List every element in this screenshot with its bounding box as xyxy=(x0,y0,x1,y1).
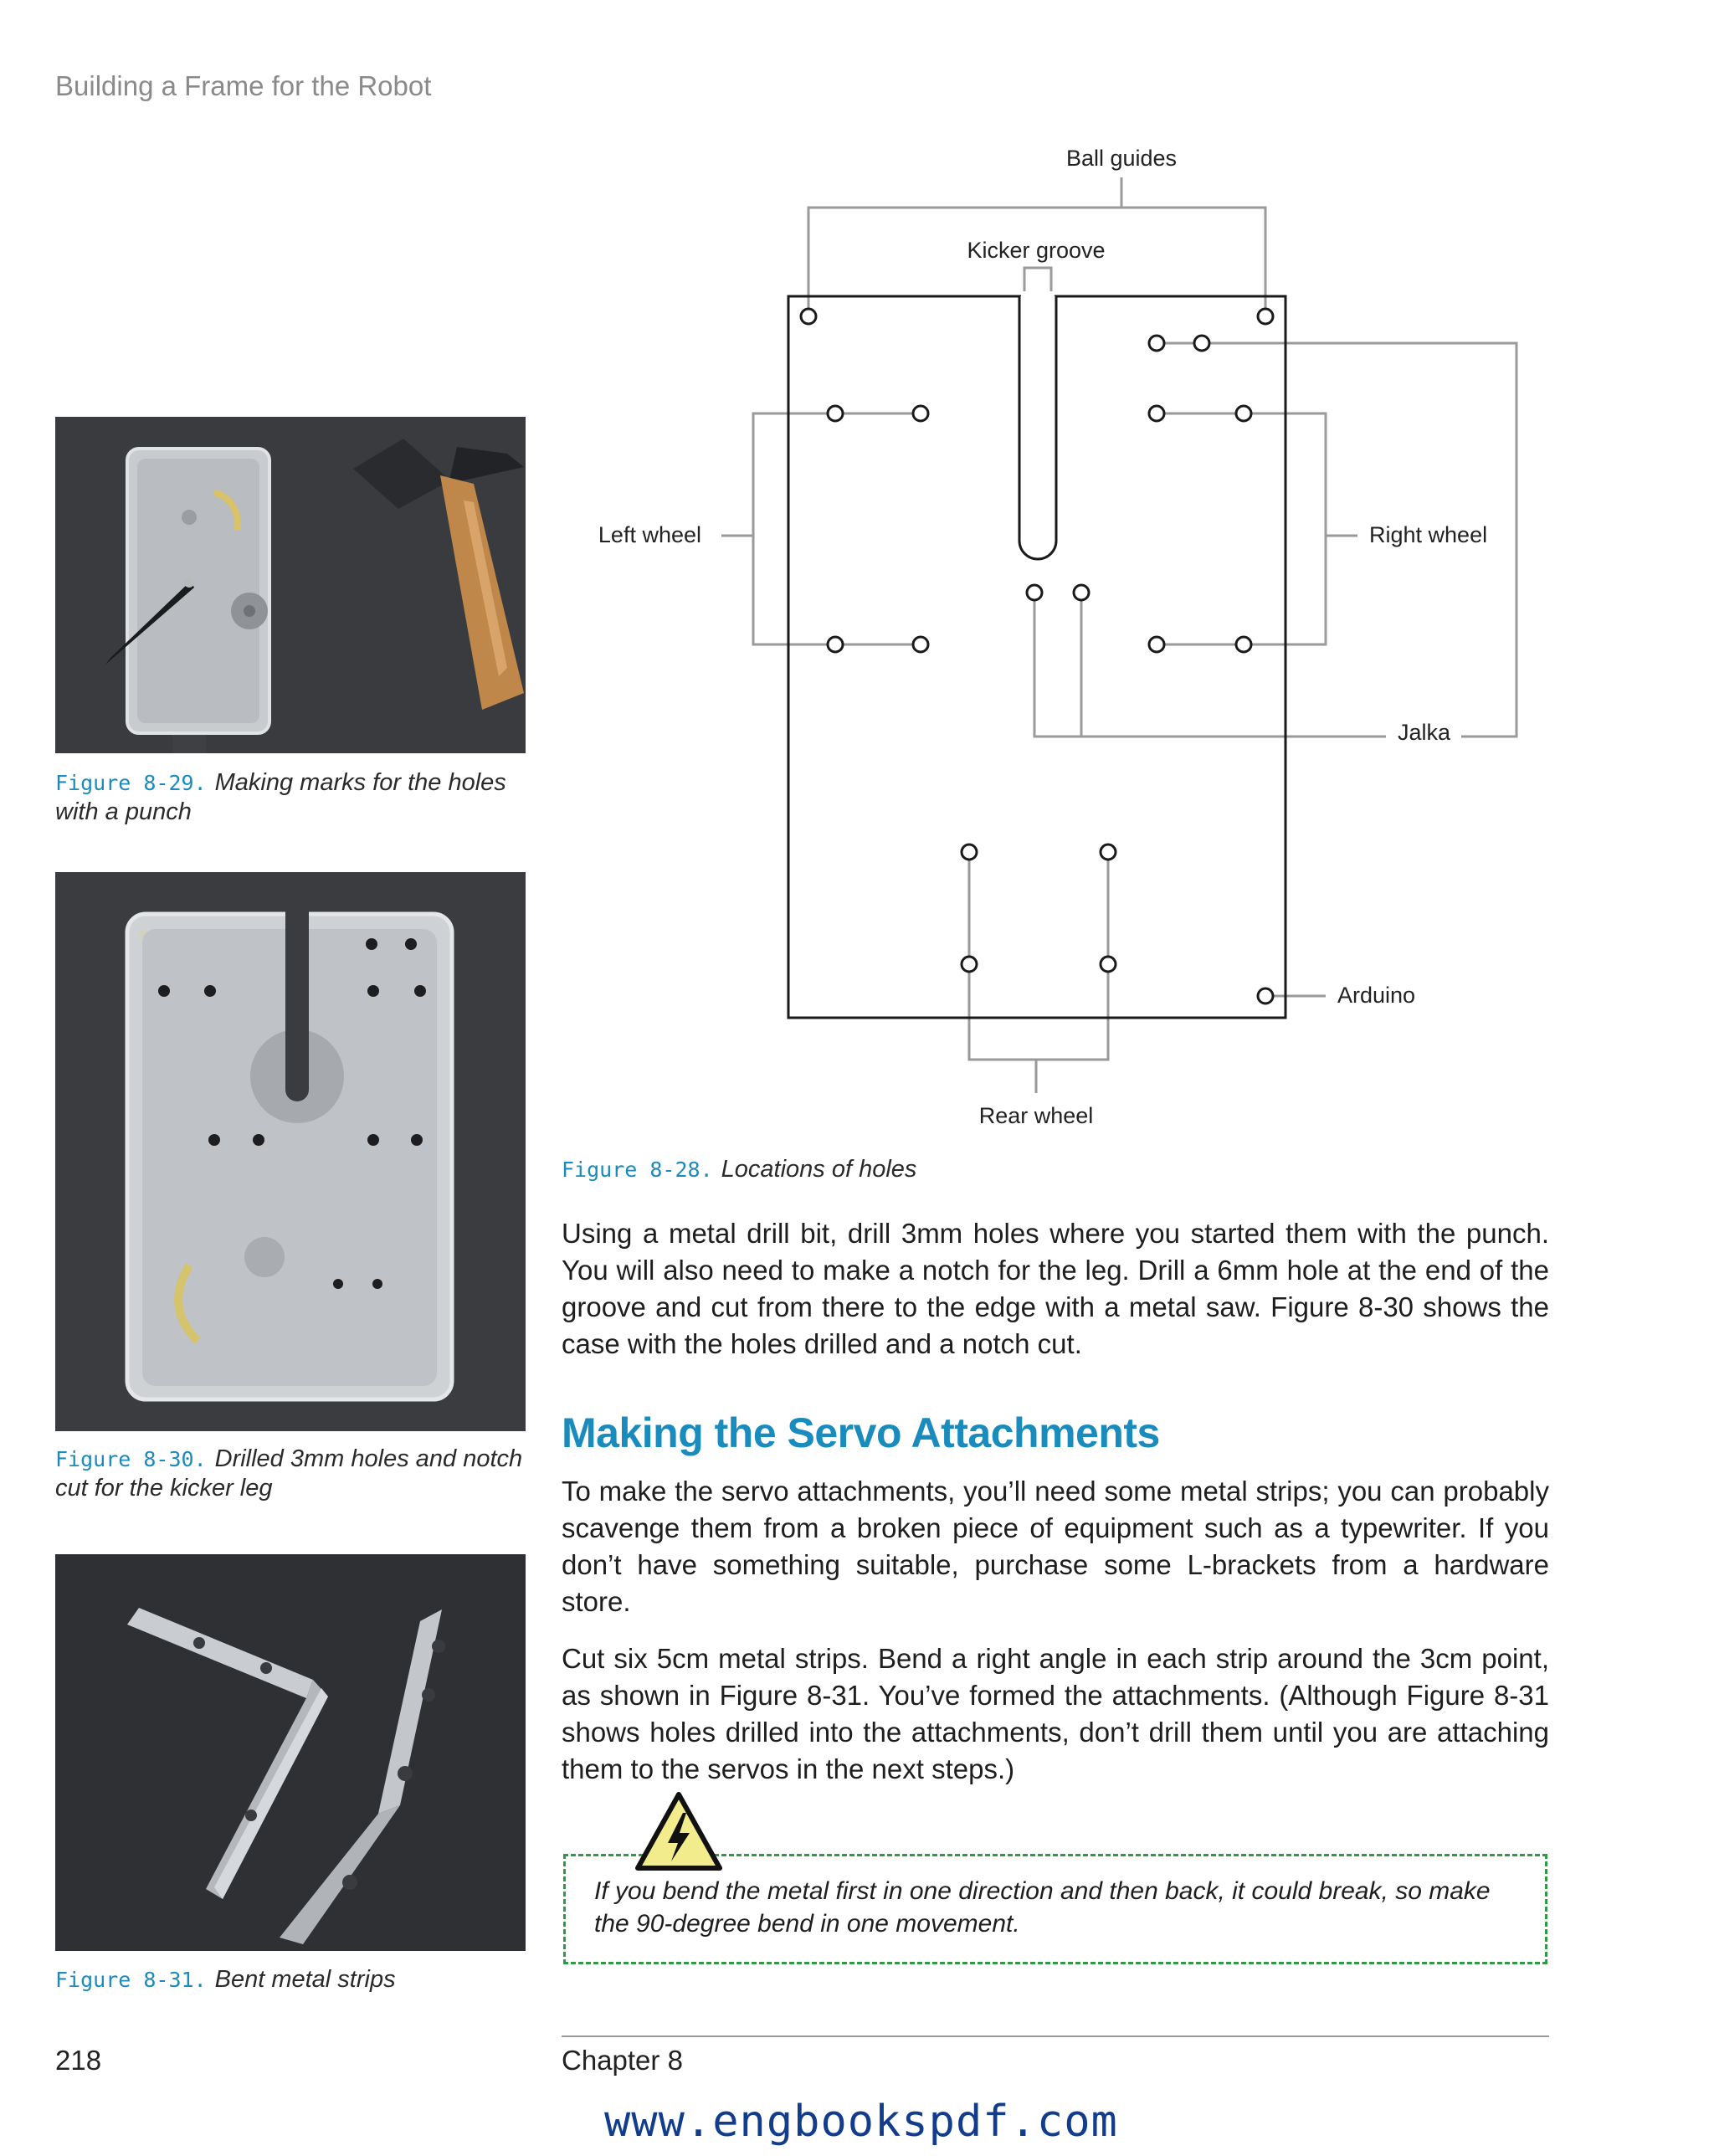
figure-caption-text: Making marks for the holes with a punch xyxy=(55,769,506,825)
figure-label: Figure 8-30. xyxy=(55,1447,207,1471)
rear-wheel-label: Rear wheel xyxy=(978,1103,1094,1128)
body-paragraph-3: Cut six 5cm metal strips. Bend a right angle in each strip around the 3cm point, as shown in Figure 8-31. You’ve formed the attachments. (Although Figure 8-31 shows holes drilled into the attachments, don’t drill them until you are attaching them to the servos in the next steps.) xyxy=(562,1643,1549,1784)
figure-8-29-caption xyxy=(55,768,541,827)
right-wheel-label: Right wheel xyxy=(1369,522,1488,547)
high-voltage-warning-icon xyxy=(634,1791,723,1873)
body-paragraph-2: To make the servo attachments, you’ll need some metal strips; you can probably scavenge them from a broken piece of equipment such as a typewriter. If you don’t have something suitable, purchase some L-brackets from a hardware store. xyxy=(562,1476,1549,1617)
body-paragraph-1: Using a metal drill bit, drill 3mm holes where you started them with the punch. You will also need to make a notch for the leg. Drill a 6mm hole at the end of the groove and cut from there to the edge with a metal saw. Figure 8-30 shows the case with the holes drilled and a notch cut. xyxy=(562,1218,1549,1359)
figure-8-29-photo xyxy=(55,417,526,753)
figure-caption-text: Bent metal strips xyxy=(214,1966,396,1993)
arduino-label: Arduino xyxy=(1337,983,1416,1008)
chapter-label: Chapter 8 xyxy=(562,2045,683,2076)
left-wheel-label: Left wheel xyxy=(598,522,701,547)
hole-locations-diagram xyxy=(552,134,1573,1163)
section-heading: Making the Servo Attachments xyxy=(562,1409,1160,1456)
page-number: 218 xyxy=(55,2045,102,2076)
figure-8-31-caption xyxy=(55,1965,541,1994)
footer-rule xyxy=(562,2035,1549,2037)
figure-8-30-photo xyxy=(55,872,526,1431)
figure-8-30-caption xyxy=(55,1445,541,1503)
figure-label: Figure 8-31. xyxy=(55,1968,207,1992)
watermark-link[interactable]: www.engbookspdf.com xyxy=(604,2097,1118,2147)
figure-caption-text: Locations of holes xyxy=(721,1156,917,1183)
figure-8-31-photo xyxy=(55,1554,526,1951)
warning-note-text: If you bend the metal first in one direction and then back, it could break, so make the 90-degree bend in one movement. xyxy=(594,1877,1491,1938)
kicker-groove-label: Kicker groove xyxy=(967,238,1106,263)
figure-8-28-caption xyxy=(562,1155,1147,1184)
figure-caption-text: Drilled 3mm holes and notch cut for the kicker leg xyxy=(55,1445,523,1502)
figure-label: Figure 8-29. xyxy=(55,771,207,795)
running-head: Building a Frame for the Robot xyxy=(55,70,432,101)
ball-guides-label: Ball guides xyxy=(1065,146,1178,171)
jalka-label: Jalka xyxy=(1398,720,1451,745)
figure-label: Figure 8-28. xyxy=(562,1158,713,1182)
